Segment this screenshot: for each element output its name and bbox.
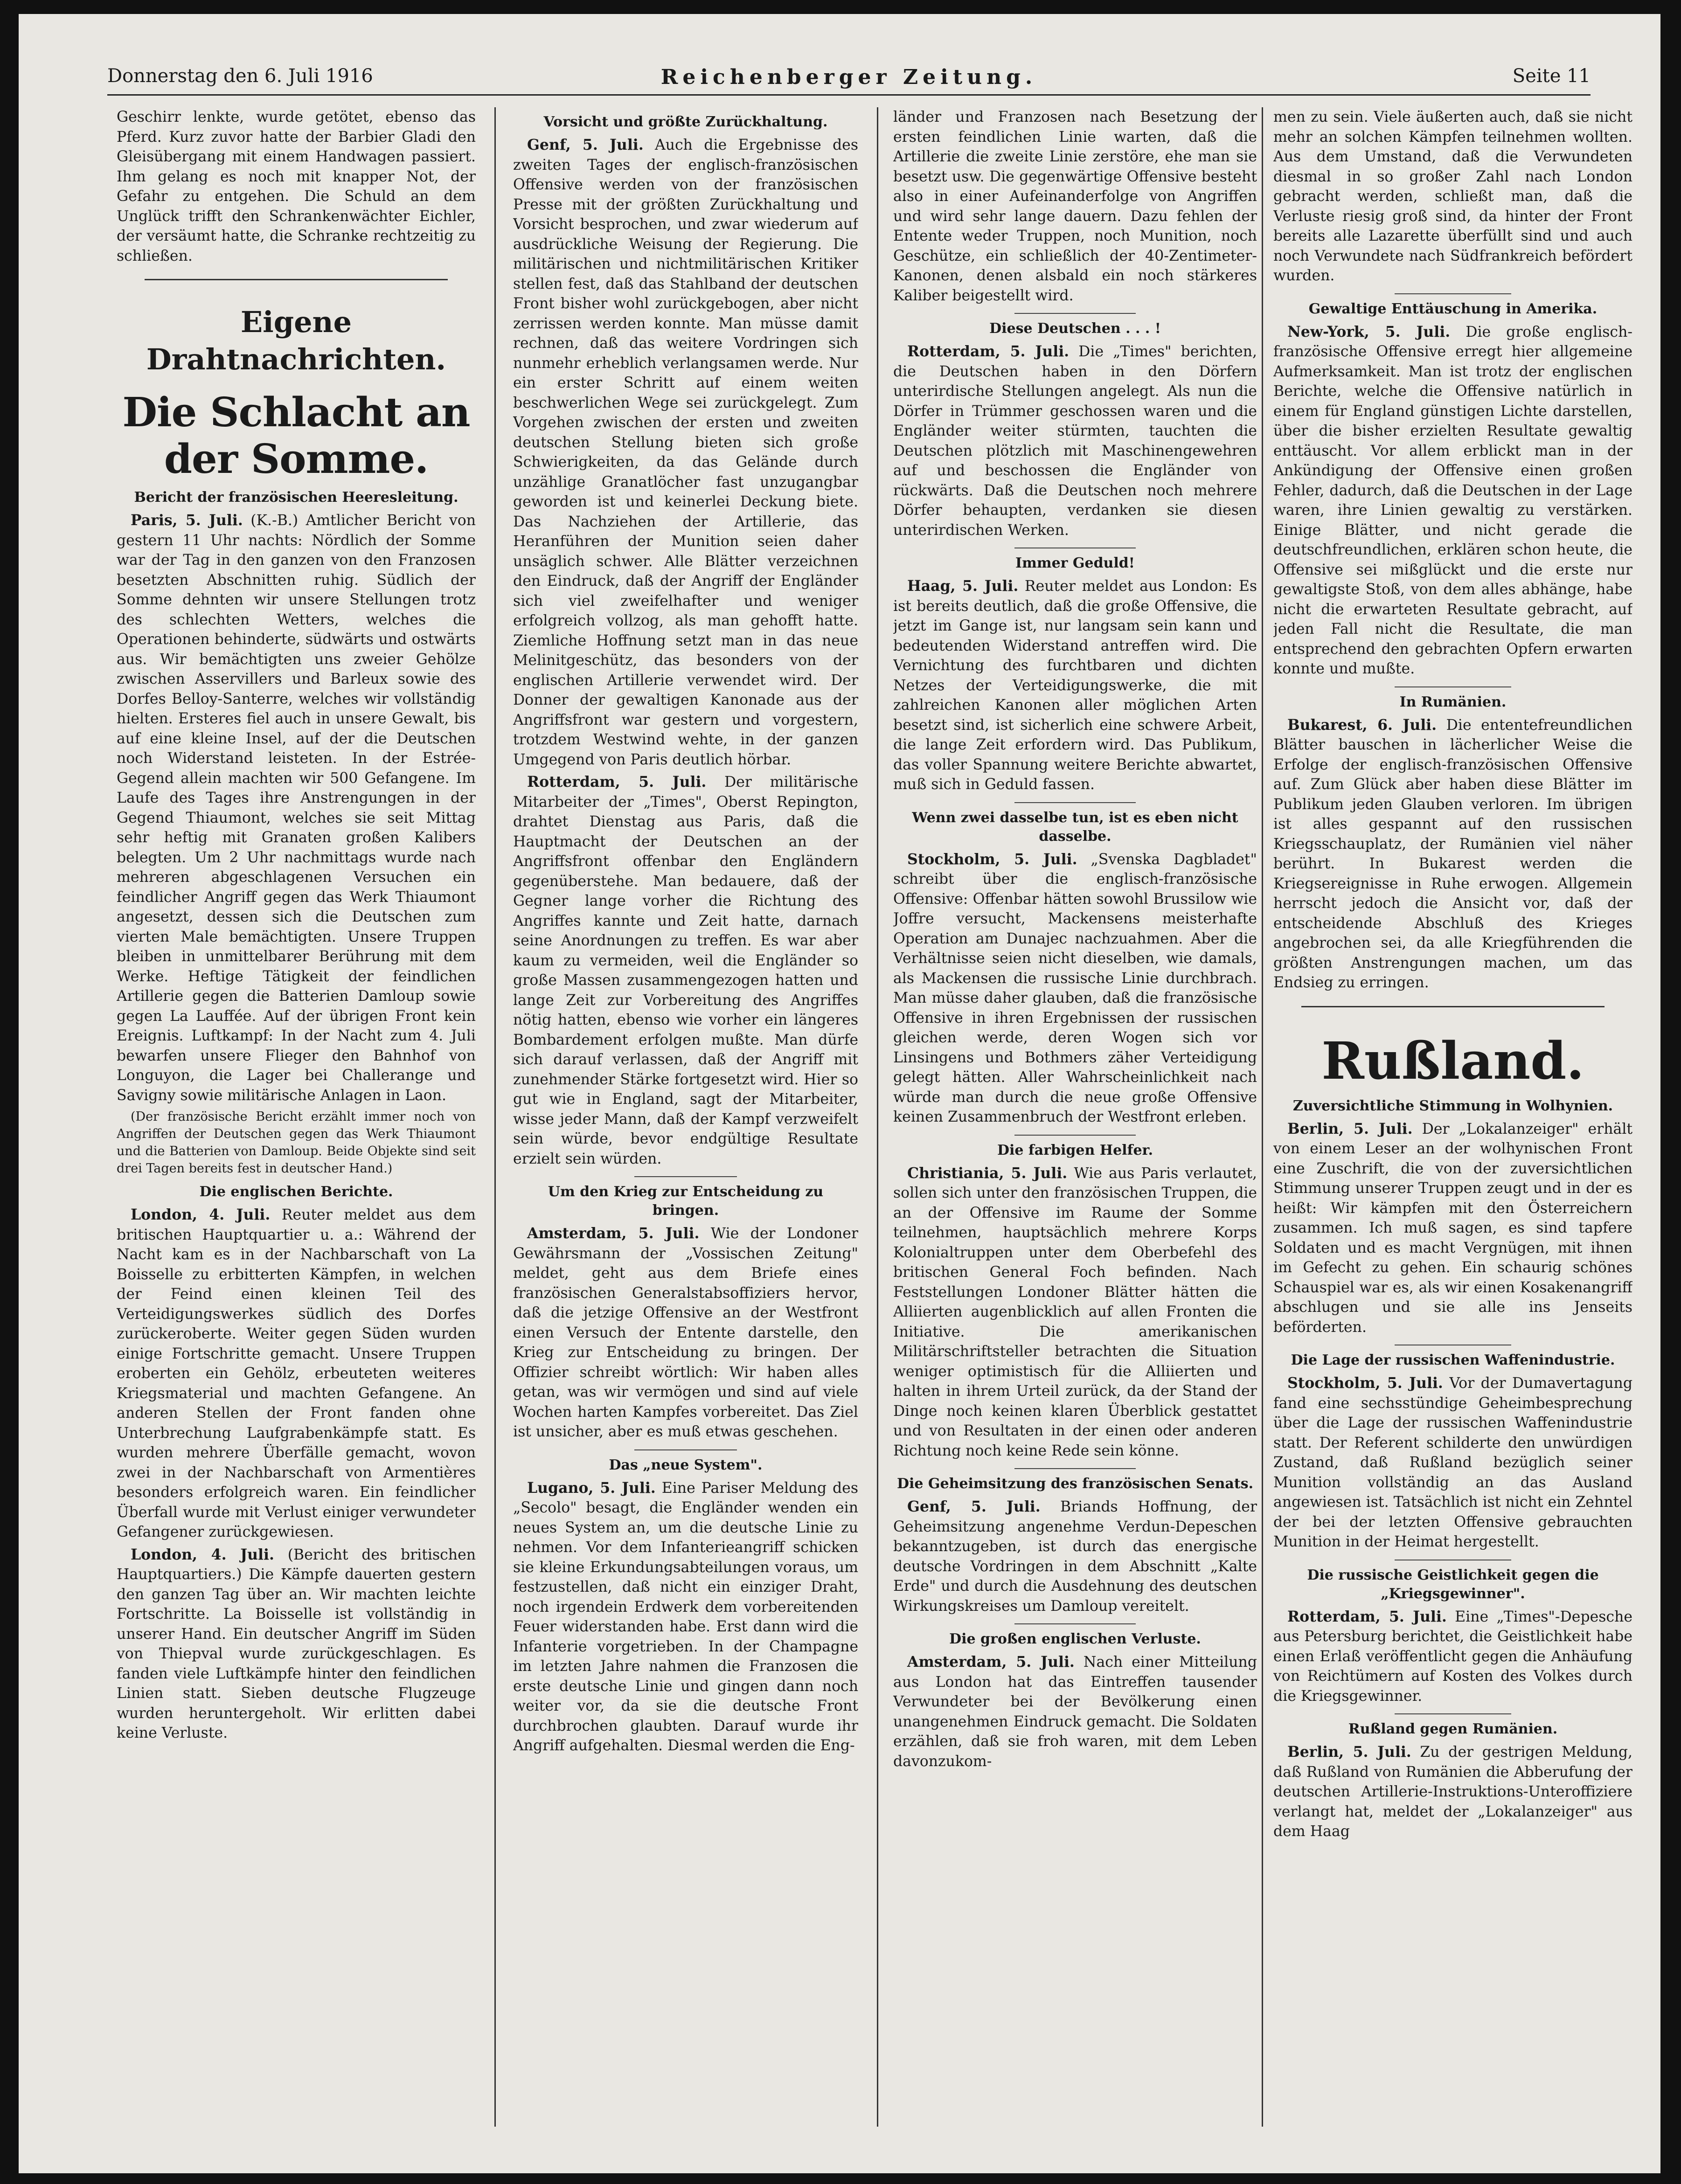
- column-4: [1273, 107, 1632, 2131]
- article-paragraph: [1273, 1119, 1632, 1338]
- dateline: Rotterdam, 5. Juli.: [907, 343, 1070, 360]
- article-paragraph: [513, 772, 858, 1169]
- article-paragraph: [513, 1224, 858, 1442]
- main-headline: Die Schlacht an der Somme.: [122, 389, 470, 483]
- article-heading: Die russische Geistlichkeit gegen die „Kriegsgewinner".: [1307, 1567, 1599, 1602]
- article-text: Briands Hoffnung, der Geheimsitzung angenehme Verdun-Depeschen bekanntzugeben, ist durch das energische deutsche Vordringen in dem Abschnitt „Kalte Erde" und durch die Ausdehnung des deutschen Wirkungskreises um Damloup vereitelt.: [893, 1498, 1257, 1615]
- column-rule: [494, 107, 496, 2127]
- article-paragraph: [117, 511, 476, 1105]
- article-paragraph: Geschirr lenkte, wurde getötet, ebenso das Pferd. Kurz zuvor hatte der Barbier Gladi den Gleisübergang mit einem Handwagen passiert. Ihm gelang es noch mit knapper Not, der Gefahr zu entgehen. Die Schuld an dem Unglück trifft den Schrankenwächter Eichler, der versäumt hatte, die Schranke rechtzeitig zu schließen.: [117, 109, 476, 264]
- article-heading: Um den Krieg zur Entscheidung zu bringen.: [548, 1184, 824, 1219]
- article-divider: [1014, 1135, 1136, 1136]
- article-text: Vor der Dumavertagung fand eine sechsstündige Geheimbesprechung über die Lage der russischen Waffenindustrie statt. Der Referent schilderte den unwürdigen Zustand, daß Rußland bezüglich seiner Munition vollständig an das Ausland angewiesen ist. Tatsächlich ist nicht ein Zehntel der bei der letzten Offensive gebrauchten Munition in der Heimat hergestellt.: [1273, 1375, 1632, 1550]
- article-divider: [1014, 802, 1136, 803]
- article-divider: [1395, 686, 1511, 687]
- dateline: London, 4. Juli.: [131, 1206, 271, 1223]
- page-number: Seite 11: [1512, 65, 1591, 87]
- article-text: Die „Times" berichten, die Deutschen haben in den Dörfern unterirdische Stellungen angelegt. Als nun die Dörfer in Trümmer geschossen waren und die Engländer weiter stürmten, tauchten die Deutschen plötzlich mit Maschinengewehren auf und beschossen die Engländer von rückwärts. Daß die Deutschen noch mehrere Dörfer behaupten, verdanken sie diesen unterirdischen Werken.: [893, 343, 1257, 539]
- dateline: Lugano, 5. Juli.: [527, 1479, 656, 1497]
- dateline: Haag, 5. Juli.: [907, 577, 1019, 595]
- article-heading: Die Geheimsitzung des französischen Senats.: [896, 1476, 1254, 1492]
- dateline: Amsterdam, 5. Juli.: [527, 1225, 700, 1242]
- article-heading: Die farbigen Helfer.: [997, 1142, 1153, 1158]
- article-text: Wie der Londoner Gewährsmann der „Vossischen Zeitung" meldet, geht aus dem Briefe eines französischen Generalstabsoffiziers hervor, daß die jetzige Offensive an der Westfront einen Versuch der Entente darstelle, den Krieg zur Entscheidung zu bringen. Der Offizier schreibt wörtlich: Wir haben alles getan, was wir vermögen und sind auf viele Wochen harten Kampfes vorbereitet. Das Ziel ist unsicher, aber es muß etwas geschehen.: [513, 1225, 858, 1440]
- article-text: Auch die Ergebnisse des zweiten Tages der englisch-französischen Offensive werden von der französischen Presse mit der größten Zurückhaltung und Vorsicht besprochen, und zwar wiederum auf ausdrückliche Weisung der Regierung. Die militärischen und nichtmilitärischen Kritiker stellen fest, daß das Stahlband der deutschen Front bisher wohl zurückgebogen, aber nicht zerrissen werden konnte. Man müsse damit rechnen, daß das weitere Vordringen sich nunmehr erheblich verlangsamen werde. Nur ein erster Schritt auf einem weiten beschwerlichen Wege sei zurückgelegt. Zum Vorgehen zwischen der ersten und zweiten deutschen Stellung bieten sich große Schwierigkeiten, da das Gelände durch unzählige Granatlöcher fast unzugangbar geworden ist und keinerlei Deckung biete. Das Nachziehen der Artillerie, das Heranführen der Munition seien daher unsäglich schwer. Alle Blätter verzeichnen den Eindruck, daß der Angriff der Engländer sich viel zweifelhafter und weniger erfolgreich vollzog, als man gehofft hatte. Ziemliche Hoffnung setzt man in das neue Melinitgeschütz, das besonders von der englischen Artillerie verwendet wird. Der Donner der gewaltigen Kanonade aus der Angriffsfront war gestern und vorgestern, trotzdem Westwind wehte, in der ganzen Umgegend von Paris deutlich hörbar.: [513, 137, 858, 768]
- article-paragraph: [893, 850, 1257, 1127]
- dateline: Stockholm, 5. Juli.: [907, 850, 1077, 868]
- article-paragraph: [1273, 1373, 1632, 1552]
- article-text: Eine „Times"-Depesche aus Petersburg berichtet, die Geistlichkeit habe einen Erlaß veröffentlicht gegen die Anhäufung von Reichtümern auf Kosten des Volkes durch die Kriegsgewinner.: [1273, 1608, 1632, 1705]
- dateline: Genf, 5. Juli.: [527, 136, 644, 153]
- section-heading: Eigene Drahtnachrichten.: [146, 305, 446, 376]
- dateline: Rotterdam, 5. Juli.: [1287, 1608, 1447, 1625]
- article-paragraph: [1273, 1607, 1632, 1706]
- column-rule: [1262, 107, 1263, 2127]
- section-headline: Rußland.: [1321, 1030, 1584, 1091]
- article-text: „Svenska Dagbladet" schreibt über die englisch-französische Offensive: Offenbar hätten sowohl Brussilow wie Joffre versucht, Mackensens meisterhafte Operation am Dunajec nachzuahmen. Aber die Verhältnisse seien nicht dieselben, wie damals, als Mackensen die russische Linie durchbrach. Man müsse daher glauben, daß die französische Offensive in ihren Ergebnissen der russischen gleichen werde, deren Wogen sich vor Linsingens und Bothmers zäher Verteidigung gelegt hätten. Aller Wahrscheinlichkeit nach würde man durch die neue große Offensive keinen Zusammenbruch der Westfront erleben.: [893, 851, 1257, 1125]
- section-divider: [1301, 1006, 1605, 1007]
- article-paragraph: [893, 1497, 1257, 1616]
- article-paragraph: [893, 576, 1257, 795]
- article-text: Nach einer Mitteilung aus London hat das Eintreffen tausender Verwundeter bei der Bevölkerung einen unangenehmen Eindruck gemacht. Die Soldaten erzählen, daß sie froh waren, mit dem Leben davonzukom-: [893, 1654, 1257, 1770]
- column-rule: [877, 107, 878, 2127]
- article-text: Wie aus Paris verlautet, sollen sich unter den französischen Truppen, die an der Offensive im Raume der Somme teilnehmen, hauptsächlich mehrere Korps Kolonialtruppen unter dem Oberbefehl des britischen General Foch befinden. Nach Feststellungen Londoner Blätter hätten die Alliierten augenblicklich auf allen Fronten die Initiative. Die amerikanischen Militärschriftsteller betrachten die Situation weniger optimistisch für die Alliierten und halten in ihrem Urteil zurück, da der Stand der Dinge noch keinen klaren Überblick gestattet und von Resultaten in der einen oder anderen Richtung noch keine Rede sein könne.: [893, 1165, 1257, 1459]
- article-divider: [634, 1449, 737, 1450]
- article-heading: Diese Deutschen . . . !: [989, 320, 1161, 337]
- dateline: Amsterdam, 5. Juli.: [907, 1653, 1075, 1671]
- article-divider: [1014, 1623, 1136, 1624]
- dateline: Genf, 5. Juli.: [907, 1498, 1041, 1515]
- article-paragraph: [513, 1478, 858, 1756]
- article-paragraph: [117, 1205, 476, 1542]
- article-paragraph: men zu sein. Viele äußerten auch, daß sie nicht mehr an solchen Kämpfen teilnehmen wollten. Aus dem Umstand, daß die Verwundeten diesmal in so großer Zahl nach London gebracht werden, schließt man, daß die Verluste riesig groß sind, da hinter der Front bereits alle Lazarette überfüllt sind und auch noch Verwundete nach Südfrankreich befördert wurden.: [1273, 109, 1632, 284]
- dateline: Berlin, 5. Juli.: [1287, 1743, 1411, 1761]
- article-text: Reuter meldet aus London: Es ist bereits deutlich, daß die große Offensive, die jetzt im Gange ist, nur langsam sein kann und bedeutenden Widerstand antreffen wird. Die Vernichtung des furchtbaren und dichten Netzes der Verteidigungswerke, die mit zahlreichen Kanonen aller möglichen Arten besetzt sind, ist sicherlich eine schwere Arbeit, die lange Zeit erfordern wird. Das Publikum, das voller Spannung weitere Berichte abwartet, muß sich in Geduld fassen.: [893, 578, 1257, 793]
- column-3: [893, 107, 1257, 2131]
- column-2: [513, 107, 858, 2131]
- article-divider: [634, 1176, 737, 1177]
- dateline: Berlin, 5. Juli.: [1287, 1120, 1413, 1137]
- page-header: [107, 57, 1591, 96]
- article-heading: Immer Geduld!: [1015, 555, 1135, 571]
- article-paragraph: [893, 1652, 1257, 1771]
- article-subheading: Bericht der französischen Heeresleitung.: [134, 489, 458, 506]
- article-subheading: Die englischen Berichte.: [199, 1184, 393, 1200]
- article-heading: Gewaltige Enttäuschung in Amerika.: [1308, 300, 1598, 317]
- article-text: Der „Lokalanzeiger" erhält von einem Leser an der wolhynischen Front eine Zuschrift, die von der zuversichtlichen Stimmung unserer Truppen zeugt und in der es heißt: Wir kämpfen mit den Österreichern zusammen. Ich muß sagen, es sind tapfere Soldaten und es macht Vergnügen, mit ihnen im Gefecht zu gehen. Ein schaurig schönes Schauspiel war es, als wir einen Kosakenangriff abschlugen und sie alle ins Jenseits beförderten.: [1273, 1120, 1632, 1336]
- dateline: London, 4. Juli.: [131, 1546, 274, 1563]
- article-text: (K.-B.) Amtlicher Bericht von gestern 11 Uhr nachts: Nördlich der Somme war der Tag in den ganzen von den Franzosen besetzten Abschnitten ruhig. Südlich der Somme dehnten wir unsere Stellungen trotz des schlechten Wetters, welches die Operationen behinderte, südwärts und ostwärts aus. Wir bemächtigten uns zweier Gehölze zwischen Asservillers und Barleux sowie des Dorfes Belloy-Santerre, welches wir vollständig hielten. Ersteres fiel auch in unsere Gewalt, bis auf eine kleine Insel, auf der die Deutschen noch Widerstand leisteten. In der Estrée-Gegend allein machten wir 500 Gefangene. Im Laufe des Tages ihre Anstrengungen in der Gegend Thiaumont, welches sie seit Mittag sehr heftig mit Granaten großen Kalibers belegten. Um 2 Uhr nachmittags wurde nach mehreren abgeschlagenen Versuchen ein feindlicher Angriff gegen das Werk Thiaumont angesetzt, dessen sich die Deutschen zum vierten Male bemächtigten. Unsere Truppen bleiben in unmittelbarer Berührung mit dem Werke. Heftige Tätigkeit der feindlichen Artillerie gegen die Batterien Damloup sowie gegen La Lauffée. Auf der übrigen Front kein Ereignis. Luftkampf: In der Nacht zum 4. Juli bewarfen unsere Flieger den Bahnhof von Longuyon, die Lager bei Challerange und Savigny sowie militärische Anlagen in Laon.: [117, 512, 476, 1104]
- article-text: Die große englisch-französische Offensive erregt hier allgemeine Aufmerksamkeit. Man ist trotz der englischen Berichte, welche die Offensive natürlich in einem für England günstigen Lichte darstellen, über die bisher erzielten Resultate gewaltig enttäuscht. Vor allem erblickt man in der Ankündigung der Offensive einen großen Fehler, dadurch, daß die Deutschen in der Lage waren, ihre Linien gewaltig zu verstärken. Einige Blätter, und nicht gerade die deutschfreundlichen, erklären schon heute, die Offensive sei mißglückt und die erste nur gewaltigste Stoß, von dem alles abhänge, habe nicht die erwarteten Resultate gebracht, auf jeden Fall nicht die Resultate, die man entsprechend den gebrachten Opfern erwarten konnte und mußte.: [1273, 323, 1632, 677]
- article-heading: Die großen englischen Verluste.: [949, 1631, 1201, 1647]
- dateline: Rotterdam, 5. Juli.: [527, 773, 707, 790]
- article-paragraph: [893, 1164, 1257, 1461]
- column-1: [117, 107, 476, 2131]
- section-divider: [145, 279, 448, 280]
- article-heading: Das „neue System".: [609, 1456, 763, 1473]
- article-paragraph: länder und Franzosen nach Besetzung der ersten feindlichen Linie warten, daß die Artillerie die zweite Linie zerstöre, ehe man sie besetzt usw. Die gegenwärtige Offensive besteht also in einer Aufeinanderfolge von Angriffen und wird sehr lange dauern. Dazu fehlen der Entente weder Truppen, noch Munition, noch Geschütze, ein schließlich der 40-Zentimeter-Kanonen, denen alsbald ein noch stärkeres Kaliber beigestellt wird.: [893, 109, 1257, 304]
- dateline: Paris, 5. Juli.: [131, 512, 243, 529]
- dateline: Stockholm, 5. Juli.: [1287, 1374, 1443, 1392]
- article-text: (Bericht des britischen Hauptquartiers.) Die Kämpfe dauerten gestern den ganzen Tag über an. Wir machten leichte Fortschritte. La Boisselle ist vollständig in unserer Hand. Ein deutscher Angriff im Süden von Thiepval wurde zurückgeschlagen. Es fanden viele Luftkämpfe hinter den feindlichen Linien statt. Sieben deutsche Flugzeuge wurden heruntergeholt. Wir erlitten dabei keine Verluste.: [117, 1546, 476, 1741]
- article-paragraph: [1273, 322, 1632, 679]
- article-text: Eine Pariser Meldung des „Secolo" besagt, die Engländer wenden ein neues System an, um die deutsche Linie zu nehmen. Vor dem Infanterieangriff schicken sie kleine Erkundungsabteilungen voraus, um festzustellen, daß nicht ein einziger Draht, noch irgendein Erdwerk dem vorbereitenden Feuer widerstanden habe. Erst dann wird die Infanterie vorgetrieben. In der Champagne im letzten Jahre nahmen die Franzosen die erste deutsche Linie und gingen dann noch weiter vor, da sie die deutsche Front durchbrochen glaubten. Darauf wurde ihr Angriff aufgehalten. Diesmal werden die Eng-: [513, 1479, 858, 1754]
- article-paragraph: [1273, 715, 1632, 993]
- article-heading: Rußland gegen Rumänien.: [1348, 1721, 1558, 1737]
- article-paragraph: [513, 135, 858, 770]
- article-heading: In Rumänien.: [1399, 693, 1507, 710]
- article-heading: Die Lage der russischen Waffenindustrie.: [1291, 1352, 1615, 1368]
- article-divider: [1014, 1468, 1136, 1469]
- article-divider: [1014, 313, 1136, 314]
- editor-note: (Der französische Bericht erzählt immer noch von Angriffen der Deutschen gegen das Werk Thiaumont und die Batterien von Damloup. Beide Objekte sind seit drei Tagen bereits fest in deutscher Hand.): [117, 1109, 476, 1176]
- article-heading: Wenn zwei dasselbe tun, ist es eben nicht dasselbe.: [912, 809, 1238, 845]
- article-text: Die ententefreundlichen Blätter bauschen in lächerlicher Weise die Erfolge der englisch-französischen Offensive auf. Zum Glück aber haben diese Blätter im Publikum jeden Glauben verloren. Im übrigen ist alles gespannt auf den russischen Kriegsschauplatz, der Rumänien viel näher berührt. In Bukarest werden die Kriegsereignisse in Ruhe erwogen. Allgemein herrscht jedoch die Ansicht vor, daß der entscheidende Abschluß des Krieges angebrochen sei, da alle Kriegführenden die größten Anstrengungen machen, um das Endsieg zu erringen.: [1273, 716, 1632, 991]
- article-paragraph: [117, 1545, 476, 1743]
- article-text: Reuter meldet aus dem britischen Hauptquartier u. a.: Während der Nacht kam es in der Nachbarschaft von La Boisselle zu erbitterten Kämpfen, in welchen der Feind einen kleinen Teil des Verteidigungswerkes südlich des Dorfes zurückeroberte. Weiter gegen Süden wurden einige Fortschritte gemacht. Unsere Truppen eroberten ein Gehölz, erbeuteten weiteres Kriegsmaterial und machten Gefangene. An anderen Stellen der Front fanden ohne Unterbrechung Laufgrabenkämpfe statt. Es wurden mehrere Überfälle gemacht, wovon zwei in der Nachbarschaft von Armentières besonders erfolgreich waren. Ein feindlicher Überfall wurde mit Verlust einiger verwundeter Gefangener zurückgewiesen.: [117, 1206, 476, 1540]
- dateline: Christiania, 5. Juli.: [907, 1164, 1068, 1182]
- masthead-title: Reichenberger Zeitung.: [660, 65, 1037, 89]
- header-date: Donnerstag den 6. Juli 1916: [107, 65, 373, 87]
- dateline: Bukarest, 6. Juli.: [1287, 716, 1437, 734]
- article-divider: [1395, 293, 1511, 294]
- article-heading: Zuversichtliche Stimmung in Wolhynien.: [1292, 1097, 1613, 1114]
- article-text: Der militärische Mitarbeiter der „Times", Oberst Repington, drahtet Dienstag aus Paris, daß die Hauptmacht der Deutschen an der Angriffsfront offenbar den Engländern gegenüberstehe. Man bedauere, daß der Gegner lange vorher die Richtung des Angriffes kannte und Zeit hatte, darnach seine Anordnungen zu treffen. Es war aber kaum zu vermeiden, weil die Engländer so große Massen zusammengezogen hatten und lange Zeit zur Vorbereitung des Angriffes nötig hatten, ebenso wie vorher ein längeres Bombardement erfolgen mußte. Man dürfe sich darauf verlassen, daß der Angriff mit zunehmender Stärke fortgesetzt wird. Hier so gut wie in England, sagt der Mitarbeiter, wisse jeder Mann, daß der Kampf verzweifelt sein würde, bevor endgültige Resultate erzielt sein würden.: [513, 774, 858, 1167]
- article-text: Zu der gestrigen Meldung, daß Rußland von Rumänien die Abberufung der deutschen Artillerie-Instruktions-Unteroffiziere verlangt hat, meldet der „Lokalanzeiger" aus dem Haag: [1273, 1744, 1632, 1840]
- article-paragraph: [893, 342, 1257, 540]
- newspaper-page: [19, 14, 1660, 2173]
- article-paragraph: [1273, 1742, 1632, 1842]
- article-heading: Vorsicht und größte Zurückhaltung.: [543, 114, 828, 130]
- article-divider: [1395, 1713, 1511, 1714]
- dateline: New-York, 5. Juli.: [1287, 323, 1451, 340]
